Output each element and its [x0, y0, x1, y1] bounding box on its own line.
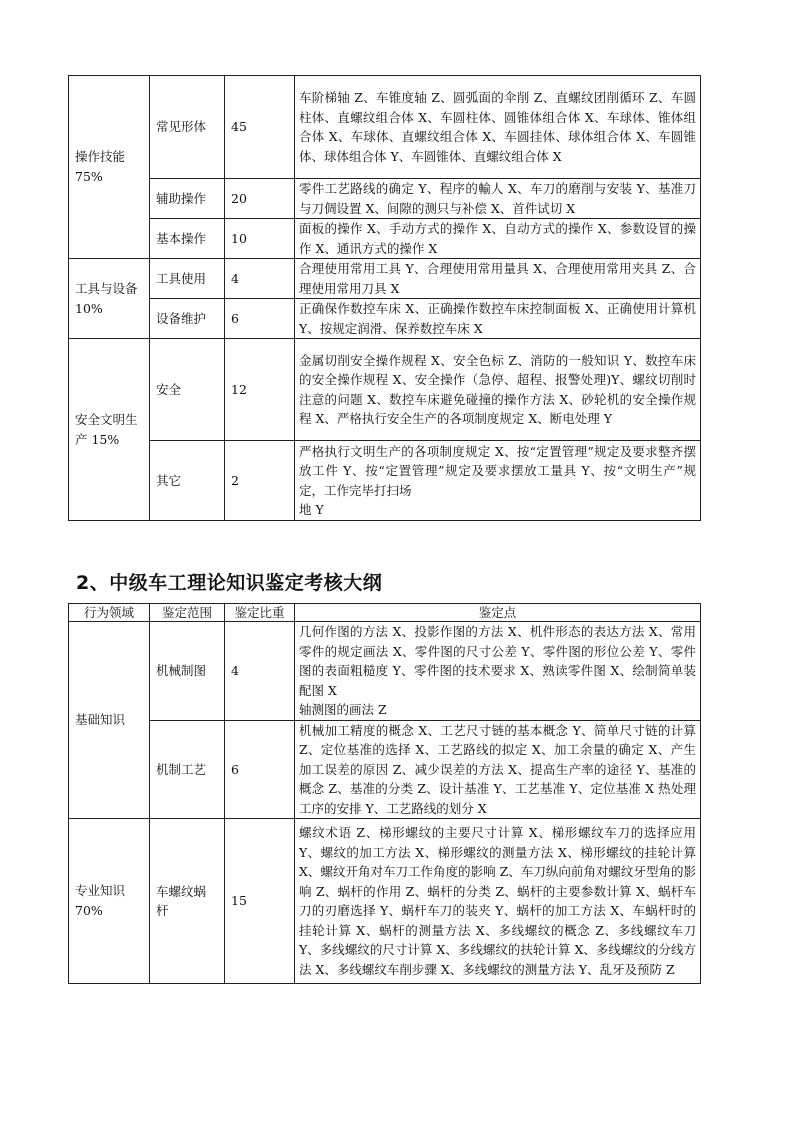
- table-row: [69, 299, 701, 339]
- table-row: [69, 259, 701, 299]
- scope-cell: 辅助操作: [150, 179, 225, 219]
- column-header: 行为领域: [69, 604, 150, 622]
- scope-cell: 机制工艺: [150, 720, 225, 819]
- table-row: [69, 219, 701, 259]
- column-header: 鉴定范围: [150, 604, 225, 622]
- points-cell: 机械加工精度的概念 X、工艺尺寸链的基本概念 Y、简单尺寸链的计算 Z、定位基准的选择 X、工艺路线的拟定 X、加工余量的确定 X、产生加工误差的原因 Z、减少误差的方法 X、提高生产率的途径 Y、基准的概念 Z、基准的分类 Z、设计基准 Y、工艺基准 Y、定位基准 X 热处理工序的安排 Y、工艺路线的划分 X: [295, 720, 701, 819]
- table-row: [69, 622, 701, 721]
- table-row: [69, 819, 701, 984]
- points-tail: 地 Y: [299, 502, 324, 517]
- weight-cell: 10: [225, 219, 295, 259]
- points-cell: 零件工艺路线的确定 Y、程序的輸人 X、车刀的磨削与安装 Y、基准刀与刀倜设置 X、间隙的测只与补偿 X、首件试切 X: [295, 179, 701, 219]
- scope-cell: 车螺纹蜗杆: [150, 819, 225, 984]
- weight-cell: 4: [225, 259, 295, 299]
- points-text: 几何作图的方法 X、投影作图的方法 X、机件形态的表达方法 X、常用零件的规定画法 X、零件图的尺寸公差 Y、零件图的形位公差 Y、零件图的表面粗糙度 Y、零件图的技术要求 X、熟读零件图 X、绘制简单装配图 X: [299, 624, 696, 698]
- domain-cell: 工具与设备 10%: [69, 259, 150, 339]
- points-cell: 正确保作数控车床 X、正确操作数控车床控制面板 X、正确使用计算机 Y、按规定润滑、保养数控车床 X: [295, 299, 701, 339]
- skills-table: [68, 75, 701, 521]
- scope-cell: 基本操作: [150, 219, 225, 259]
- domain-cell: 操作技能75%: [69, 76, 150, 259]
- domain-cell: 安全文明生产 15%: [69, 339, 150, 521]
- points-cell: 金属切削安全操作规程 X、安全色标 Z、消防的一般知识 Y、数控车床的安全操作规程 X、安全操作（急停、超程、报警处理)Y、螺纹切削时注意的问题 X、数控车床避免碰撞的操作方法 X、砂轮机的安全操作规程 X、严格执行安全生产的各项制度规定 X、断电处理 Y: [295, 339, 701, 441]
- scope-cell: 安全: [150, 339, 225, 441]
- weight-cell: 12: [225, 339, 295, 441]
- points-cell: [295, 622, 701, 721]
- points-cell: 合理使用常用工具 Y、合理使用常用量具 X、合理使用常用夹具 Z、合理使用常用刀具 X: [295, 259, 701, 299]
- table-header-row: [69, 604, 701, 622]
- weight-cell: 20: [225, 179, 295, 219]
- domain-cell: 专业知识 70%: [69, 819, 150, 984]
- points-text: 严格执行文明生产的各项制度规定 X、按“定置管理”规定及要求整齐摆放工件 Y、按“定置管理”规定及要求摆放工量具 Y、按“文明生产”规定，工作完毕打扫场: [299, 443, 696, 498]
- theory-table: [68, 603, 701, 984]
- weight-cell: 15: [225, 819, 295, 984]
- scope-cell: 机械制图: [150, 622, 225, 721]
- table-row: [69, 720, 701, 819]
- points-tail: 轴测图的画法 Z: [299, 702, 387, 717]
- domain-cell: 基础知识: [69, 622, 150, 819]
- points-cell: [295, 441, 701, 521]
- weight-cell: 45: [225, 76, 295, 179]
- column-header: 鉴定点: [295, 604, 701, 622]
- points-cell: 面板的操作 X、手动方式的操作 X、自动方式的操作 X、参数设冒的操作 X、通讯方式的操作 X: [295, 219, 701, 259]
- scope-cell: 常见形体: [150, 76, 225, 179]
- table-row: [69, 339, 701, 441]
- table-row: [69, 179, 701, 219]
- weight-cell: 2: [225, 441, 295, 521]
- section-title: 2、中级车工理论知识鉴定考核大纲: [76, 572, 383, 594]
- column-header: 鉴定比重: [225, 604, 295, 622]
- scope-cell: 设备维护: [150, 299, 225, 339]
- points-cell: 车阶梯轴 Z、车锥度轴 Z、圆弧面的伞削 Z、直螺纹团削循环 Z、车圆柱体、直螺纹组合体 X、车圆柱体、圆锥体组合体 X、车球体、锥体组合体 X、车球体、直螺纹组合体 X、车圆挂体、球体组合体 X、车圆锥体、球体组合体 Y、车圆锥体、直螺纹组合体 X: [295, 76, 701, 179]
- table-row: [69, 441, 701, 521]
- weight-cell: 6: [225, 720, 295, 819]
- weight-cell: 6: [225, 299, 295, 339]
- weight-cell: 4: [225, 622, 295, 721]
- scope-cell: 其它: [150, 441, 225, 521]
- table-row: [69, 76, 701, 179]
- scope-cell: 工具使用: [150, 259, 225, 299]
- points-cell: 螺纹术语 Z、梯形螺纹的主要尺寸计算 X、梯形螺纹车刀的选择应用 Y、螺纹的加工方法 X、梯形螺纹的测量方法 X、梯形螺纹的挂轮计算 X、螺纹开角对车刀工作角度的影响 Z、车刀纵向前角对螺纹牙型角的影响 Z、蜗杆的作用 Z、蜗杆的分类 Z、蜗杆的主要参数计算 X、蜗杆车刀的刃磨选择 Y、蜗杆车刀的装夹 Y、蜗杆的加工方法 X、车蜗杆时的挂轮计算 X、蜗杆的测量方法 X、多线螺纹的概念 Z、多线螺纹车刀 Y、多线螺纹的尺寸计算 X、多线螺纹的扶轮计算 X、多线螺纹的分线方法 X、多线螺纹车削步骤 X、多线螺纹的测量方法 Y、乱牙及预防 Z: [295, 819, 701, 984]
